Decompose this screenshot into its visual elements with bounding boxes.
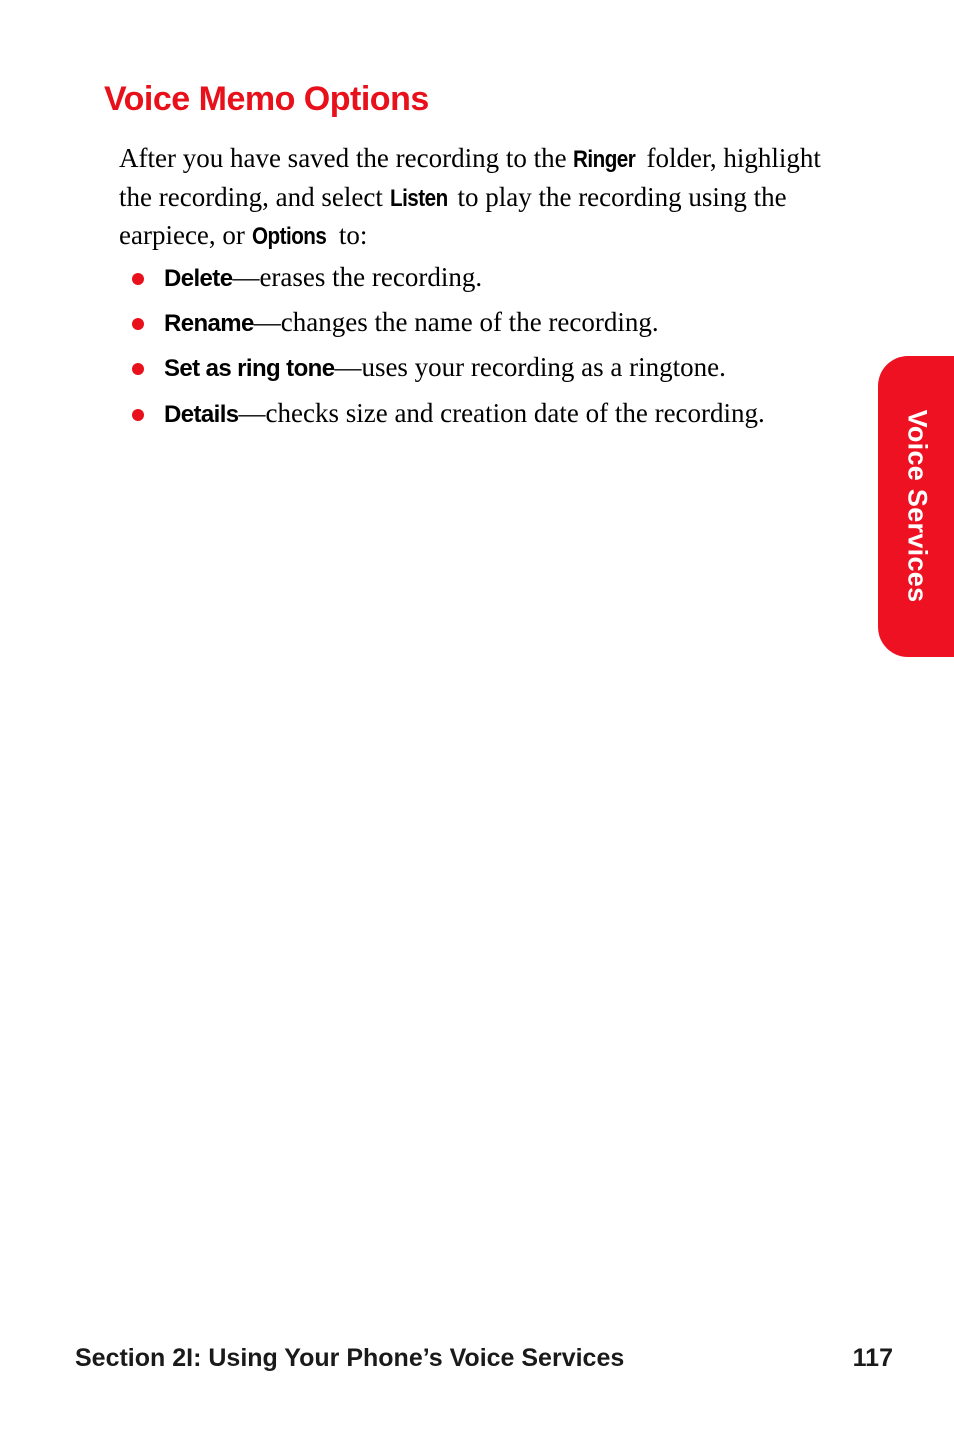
bullet-icon <box>132 409 144 421</box>
intro-text-3: to play the recording using the earpiece, or <box>119 181 787 250</box>
list-item-text <box>164 398 765 430</box>
side-tab-label: Voice Services <box>902 409 933 603</box>
option-term: Rename <box>164 310 254 337</box>
option-description: —changes the name of the recording. <box>253 307 659 337</box>
option-term: Details <box>164 401 239 428</box>
option-term: Set as ring tone <box>164 355 335 382</box>
option-description: —erases the recording. <box>232 262 483 292</box>
section-heading: Voice Memo Options <box>104 80 429 118</box>
list-item-text <box>164 307 659 339</box>
intro-text-1: After you have saved the recording to the <box>119 143 574 173</box>
bullet-icon <box>132 318 144 330</box>
intro-text-2: folder, highlight the recording, and select <box>119 143 821 212</box>
list-item-text <box>164 352 726 384</box>
option-term: Delete <box>164 265 233 292</box>
bullet-icon <box>132 273 144 285</box>
bullet-icon <box>132 363 144 375</box>
list-item-text <box>164 262 482 294</box>
options-keyword: Options <box>251 223 327 250</box>
ringer-keyword: Ringer <box>573 146 636 173</box>
footer-section-title: Section 2I: Using Your Phone’s Voice Services <box>75 1344 625 1372</box>
option-description: —uses your recording as a ringtone. <box>334 352 726 382</box>
option-description: —checks size and creation date of the recording. <box>238 398 765 428</box>
intro-paragraph <box>119 140 839 256</box>
listen-keyword: Listen <box>389 184 448 212</box>
page-number: 117 <box>852 1344 893 1372</box>
intro-text-4: to: <box>332 220 368 250</box>
